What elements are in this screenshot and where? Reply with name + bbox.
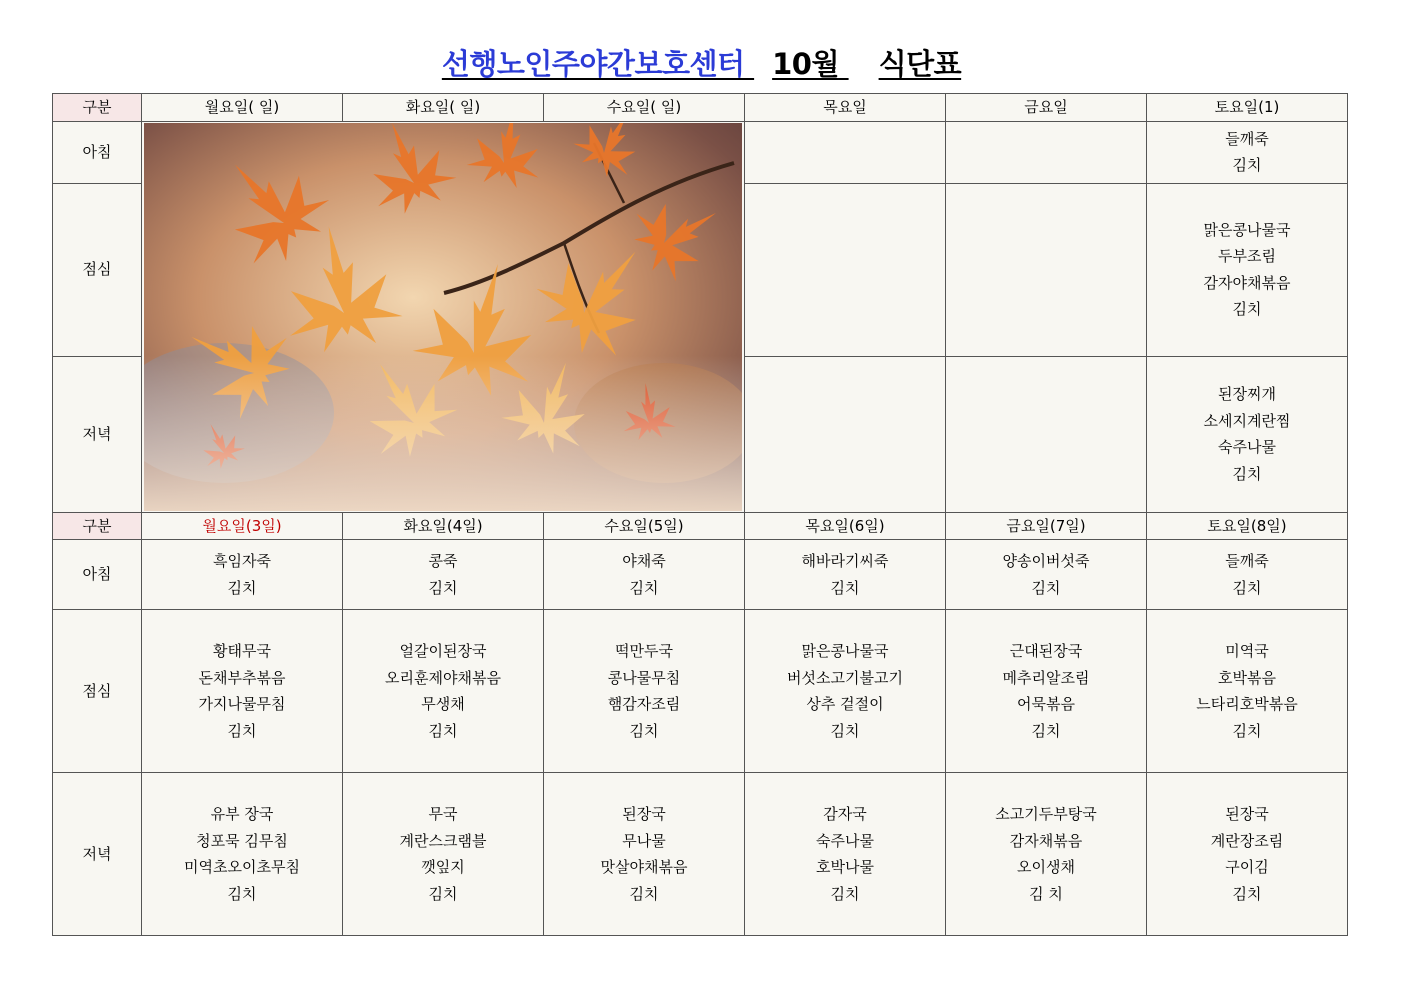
- menu-item: 김치: [1232, 300, 1262, 318]
- week1-header-row: [53, 94, 1348, 122]
- menu-item: 된장국: [622, 805, 666, 823]
- day-header: 토요일(1): [1147, 94, 1348, 122]
- menu-item: 햄감자조림: [607, 695, 681, 713]
- day-header: 월요일( 일): [142, 94, 343, 122]
- menu-item: 떡만두국: [615, 642, 673, 660]
- menu-item: 김치: [629, 578, 659, 597]
- meal-cell: [544, 540, 745, 610]
- row-label-dinner: 저녁: [53, 356, 142, 512]
- menu-item: 김치: [1232, 884, 1262, 903]
- category-header: 구분: [53, 94, 142, 122]
- meal-cell: [343, 773, 544, 936]
- menu-item: 미역국: [1225, 642, 1269, 660]
- week2-breakfast-row: [53, 540, 1348, 610]
- menu-item: 김치: [629, 884, 659, 903]
- menu-item: 소세지계란찜: [1203, 411, 1291, 430]
- week2-lunch-row: [53, 610, 1348, 773]
- meal-cell: [1147, 610, 1348, 773]
- meal-cell: [544, 773, 745, 936]
- day-header: 토요일(8일): [1147, 512, 1348, 540]
- menu-item: 오리훈제야채볶음: [385, 668, 501, 687]
- menu-item: 상추 겉절이: [806, 695, 884, 713]
- meal-cell: [142, 610, 343, 773]
- menu-item: 미역초오이초무침: [184, 858, 300, 876]
- day-header-holiday: 월요일(3일): [142, 512, 343, 540]
- menu-item: 감자야채볶음: [1203, 273, 1291, 292]
- meal-cell: [946, 610, 1147, 773]
- meal-cell: [946, 540, 1147, 610]
- menu-item: 김치: [1031, 578, 1061, 597]
- menu-item: 김 치: [1029, 884, 1063, 903]
- menu-item: 김치: [1232, 156, 1262, 174]
- meal-cell: [1147, 356, 1348, 512]
- row-label-dinner: 저녁: [53, 773, 142, 936]
- menu-item: 숙주나물: [1218, 438, 1276, 456]
- empty-cell: [745, 356, 946, 512]
- menu-item: 오이생채: [1017, 858, 1075, 876]
- row-label-breakfast: 아침: [53, 540, 142, 610]
- menu-item: 두부조림: [1218, 247, 1276, 265]
- week2-header-row: [53, 512, 1348, 540]
- menu-item: 소고기두부탕국: [995, 805, 1097, 823]
- menu-item: 김치: [428, 578, 458, 597]
- empty-cell: [745, 121, 946, 183]
- menu-item: 김치: [227, 721, 257, 740]
- menu-item: 근대된장국: [1009, 642, 1083, 660]
- day-header: 목요일: [745, 94, 946, 122]
- day-header: 금요일: [946, 94, 1147, 122]
- empty-cell: [946, 121, 1147, 183]
- title-label: 식단표: [878, 47, 962, 81]
- menu-item: 숙주나물: [816, 831, 874, 850]
- menu-item: 김치: [428, 721, 458, 740]
- menu-item: 청포묵 김무침: [196, 831, 288, 850]
- menu-item: 맑은콩나물국: [1203, 220, 1291, 239]
- menu-item: 들깨죽: [1225, 129, 1269, 148]
- menu-item: 감자국: [823, 805, 867, 823]
- menu-item: 가지나물무침: [198, 695, 286, 713]
- meal-cell: [343, 540, 544, 610]
- menu-item: 흑임자죽: [213, 552, 271, 570]
- menu-item: 맛살야채볶음: [600, 858, 688, 876]
- menu-item: 계란장조림: [1210, 831, 1284, 850]
- menu-item: 해바라기씨죽: [801, 552, 889, 570]
- day-header: 수요일( 일): [544, 94, 745, 122]
- empty-cell: [946, 356, 1147, 512]
- day-header: 목요일(6일): [745, 512, 946, 540]
- menu-item: 김치: [830, 884, 860, 903]
- meal-cell: [745, 540, 946, 610]
- menu-item: 김치: [830, 578, 860, 597]
- menu-item: 계란스크램블: [399, 831, 487, 850]
- maple-leaves-picture: [144, 123, 742, 511]
- week2-dinner-row: [53, 773, 1348, 936]
- menu-item: 감자채볶음: [1009, 831, 1083, 850]
- menu-item: 콩나물무침: [607, 668, 681, 687]
- meal-cell: [544, 610, 745, 773]
- menu-item: 메추리알조림: [1002, 668, 1090, 687]
- week1-breakfast-row: [53, 121, 1348, 183]
- meal-cell: [343, 610, 544, 773]
- menu-item: 김치: [830, 721, 860, 740]
- day-header: 수요일(5일): [544, 512, 745, 540]
- menu-item: 김치: [629, 721, 659, 740]
- meal-cell: [745, 773, 946, 936]
- menu-item: 돈채부추볶음: [198, 668, 286, 687]
- menu-item: 구이김: [1225, 858, 1269, 876]
- menu-item: 버섯소고기불고기: [787, 668, 903, 687]
- menu-item: 호박나물: [816, 858, 874, 876]
- menu-item: 김치: [227, 884, 257, 903]
- menu-item: 김치: [428, 884, 458, 903]
- menu-item: 된장국: [1225, 805, 1269, 823]
- row-label-lunch: 점심: [53, 183, 142, 356]
- menu-item: 무생채: [421, 695, 465, 713]
- row-label-lunch: 점심: [53, 610, 142, 773]
- menu-item: 얼갈이된장국: [399, 642, 487, 660]
- title-wrap: [0, 42, 1403, 83]
- menu-item: 김치: [1232, 721, 1262, 740]
- day-header: 화요일( 일): [343, 94, 544, 122]
- meal-cell: [142, 773, 343, 936]
- empty-cell: [745, 183, 946, 356]
- menu-item: 느타리호박볶음: [1196, 695, 1298, 713]
- menu-item: 어묵볶음: [1017, 695, 1075, 713]
- menu-item: 무나물: [622, 831, 666, 850]
- autumn-leaves-image: [142, 121, 745, 512]
- menu-item: 양송이버섯죽: [1002, 552, 1090, 570]
- meal-cell: [946, 773, 1147, 936]
- meal-cell: [1147, 773, 1348, 936]
- menu-item: 맑은콩나물국: [801, 642, 889, 660]
- meal-cell: [142, 540, 343, 610]
- day-header: 금요일(7일): [946, 512, 1147, 540]
- meal-cell: [745, 610, 946, 773]
- menu-item: 호박볶음: [1218, 668, 1276, 687]
- menu-item: 김치: [1232, 464, 1262, 483]
- menu-item: 콩죽: [428, 552, 458, 570]
- empty-cell: [946, 183, 1147, 356]
- menu-item: 깻잎지: [421, 858, 465, 876]
- menu-item: 황태무국: [213, 642, 271, 660]
- meal-cell: [1147, 540, 1348, 610]
- category-header: 구분: [53, 512, 142, 540]
- menu-table: [52, 93, 1348, 936]
- menu-item: 들깨죽: [1225, 552, 1269, 570]
- menu-item: 유부 장국: [210, 805, 274, 823]
- menu-item: 김치: [1232, 578, 1262, 597]
- title-org: 선행노인주야간보호센터: [441, 47, 745, 81]
- row-label-breakfast: 아침: [53, 121, 142, 183]
- menu-item: 된장찌개: [1218, 385, 1276, 403]
- menu-item: 김치: [1031, 721, 1061, 740]
- day-header: 화요일(4일): [343, 512, 544, 540]
- menu-item: 무국: [428, 805, 458, 823]
- menu-item: 야채죽: [622, 552, 666, 570]
- meal-cell: [1147, 183, 1348, 356]
- meal-cell: [1147, 121, 1348, 183]
- title-month: 10월: [772, 47, 839, 81]
- page-title: [442, 42, 961, 83]
- menu-item: 김치: [227, 578, 257, 597]
